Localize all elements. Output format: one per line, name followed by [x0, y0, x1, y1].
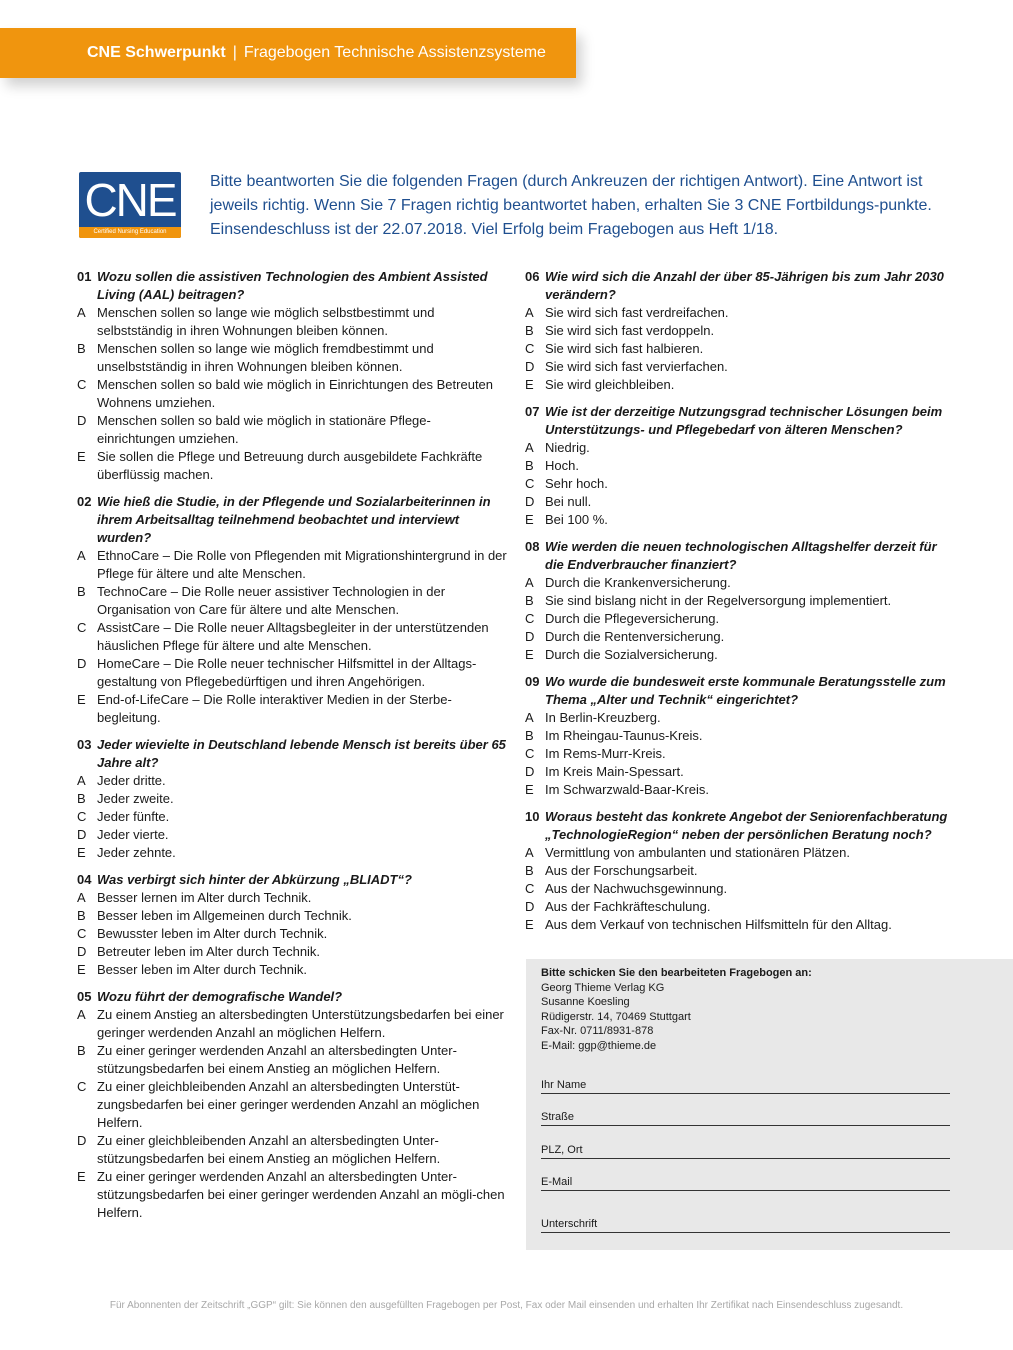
option-text: Im Rems-Murr-Kreis.	[545, 746, 666, 761]
questions-right-column	[525, 268, 955, 943]
question-06	[525, 268, 955, 394]
option-text: Durch die Sozialversicherung.	[545, 647, 718, 662]
answer-option[interactable]	[525, 358, 955, 376]
answer-option[interactable]	[525, 439, 955, 457]
send-box	[526, 959, 1013, 1250]
option-letter: C	[525, 476, 535, 491]
option-letter: B	[77, 908, 86, 923]
option-text: HomeCare – Die Rolle neuer technischer Hilfsmittel in der Alltags-gestaltung von Pflegebedürftigen und ihren Angehörigen.	[97, 656, 477, 689]
answer-option[interactable]	[525, 457, 955, 475]
option-letter: D	[77, 1133, 87, 1148]
answer-option[interactable]	[77, 340, 507, 376]
option-text: Vermittlung von ambulanten und stationären Plätzen.	[545, 845, 850, 860]
option-text: Aus der Nachwuchsgewinnung.	[545, 881, 728, 896]
answer-option[interactable]	[77, 619, 507, 655]
question-02	[77, 493, 507, 727]
question-01	[77, 268, 507, 484]
option-text: Jeder vierte.	[97, 827, 169, 842]
option-text: TechnoCare – Die Rolle neuer assistiver Technologien in der Organisation von Care für ältere und alte Menschen.	[97, 584, 446, 617]
answer-option[interactable]	[525, 916, 955, 934]
answer-option[interactable]	[525, 727, 955, 745]
answer-option[interactable]	[525, 781, 955, 799]
question-number: 07	[525, 404, 540, 419]
answer-option[interactable]	[77, 826, 507, 844]
option-letter: B	[525, 728, 534, 743]
question-heading	[525, 808, 955, 844]
option-letter: A	[77, 773, 86, 788]
option-letter: C	[525, 611, 535, 626]
option-letter: D	[77, 656, 87, 671]
question-number: 04	[77, 872, 92, 887]
answer-option[interactable]	[77, 907, 507, 925]
option-letter: B	[525, 323, 534, 338]
option-letter: E	[525, 377, 534, 392]
cne-logo	[79, 172, 181, 238]
answer-option[interactable]	[77, 1006, 507, 1042]
option-letter: C	[77, 620, 87, 635]
option-text: Besser lernen im Alter durch Technik.	[97, 890, 312, 905]
option-letter: B	[77, 791, 86, 806]
option-text: Zu einer geringer werdenden Anzahl an altersbedingten Unter-stützungsbedarfen bei einer geringer werdenden Anzahl an mögli-chen Helfern.	[97, 1169, 505, 1220]
option-letter: C	[525, 341, 535, 356]
send-address-line: Susanne Koesling	[541, 996, 630, 1008]
option-text: Zu einer geringer werdenden Anzahl an altersbedingten Unter-stützungsbedarfen bei einem Anstieg an möglichen Helfern.	[97, 1043, 457, 1076]
answer-option[interactable]	[77, 844, 507, 862]
answer-option[interactable]	[77, 547, 507, 583]
option-text: Niedrig.	[545, 440, 590, 455]
answer-option[interactable]	[77, 943, 507, 961]
option-letter: E	[77, 1169, 86, 1184]
option-text: Zu einer gleichbleibenden Anzahl an altersbedingten Unterstüt-zungsbedarfen bei einer geringer werdenden Anzahl an möglichen Helfern.	[97, 1079, 480, 1130]
option-letter: D	[525, 494, 535, 509]
question-08	[525, 538, 955, 664]
answer-option[interactable]	[525, 745, 955, 763]
question-text: Jeder wievielte in Deutschland lebende Mensch ist bereits über 65 Jahre alt?	[97, 737, 506, 770]
option-text: Im Rheingau-Taunus-Kreis.	[545, 728, 703, 743]
option-letter: C	[525, 881, 535, 896]
option-text: Im Kreis Main-Spessart.	[545, 764, 684, 779]
question-heading	[77, 268, 507, 304]
intro-text: Bitte beantworten Sie die folgenden Fragen (durch Ankreuzen der richtigen Antwort). Eine Antwort ist jeweils richtig. Wenn Sie 7 Fragen richtig beantwortet haben, erhalten Sie 3 CNE Fortbildungs-punkte. Einsendeschluss ist der 22.07.2018. Viel Erfolg beim Fragebogen aus Heft 1/18.	[210, 173, 932, 238]
question-text: Wie hieß die Studie, in der Pflegende und Sozialarbeiterinnen in ihrem Arbeitsalltag teilnehmend beobachtet und interviewt wurden?	[97, 494, 491, 545]
question-09	[525, 673, 955, 799]
option-text: Besser leben im Alter durch Technik.	[97, 962, 308, 977]
question-text: Wo wurde die bundesweit erste kommunale Beratungsstelle zum Thema „Alter und Technik“ eingerichtet?	[545, 674, 946, 707]
answer-option[interactable]	[525, 763, 955, 781]
question-text: Wie werden die neuen technologischen Alltagshelfer derzeit für die Endverbraucher finanziert?	[545, 539, 937, 572]
street-field[interactable]: Straße	[541, 1110, 950, 1126]
option-letter: A	[525, 575, 534, 590]
option-text: Menschen sollen so bald wie möglich in Einrichtungen des Betreuten Wohnens umziehen.	[97, 377, 494, 410]
option-text: Aus dem Verkauf von technischen Hilfsmitteln für den Alltag.	[545, 917, 892, 932]
answer-option[interactable]	[77, 655, 507, 691]
option-letter: D	[77, 413, 87, 428]
option-text: Sie sind bislang nicht in der Regelversorgung implementiert.	[545, 593, 892, 608]
name-field[interactable]: Ihr Name	[541, 1078, 950, 1094]
question-number: 10	[525, 809, 540, 824]
question-text: Wozu sollen die assistiven Technologien des Ambient Assisted Living (AAL) beitragen?	[97, 269, 488, 302]
answer-option[interactable]	[525, 646, 955, 664]
answer-option[interactable]	[525, 322, 955, 340]
option-text: End-of-LifeCare – Die Rolle interaktiver Medien in der Sterbe-begleitung.	[97, 692, 452, 725]
option-text: Sie sollen die Pflege und Betreuung durch ausgebildete Fachkräfte überflüssig machen.	[97, 449, 483, 482]
option-text: In Berlin-Kreuzberg.	[545, 710, 661, 725]
answer-option[interactable]	[525, 376, 955, 394]
send-address-line: Fax-Nr. 0711/8931-878	[541, 1025, 654, 1037]
question-05	[77, 988, 507, 1222]
option-text: Jeder dritte.	[97, 773, 166, 788]
question-heading	[77, 736, 507, 772]
option-text: Zu einem Anstieg an altersbedingten Unterstützungsbedarfen bei einer geringer werdenden Anzahl an möglichen Helfern.	[97, 1007, 504, 1040]
question-text: Wozu führt der demografische Wandel?	[97, 989, 343, 1004]
option-letter: E	[77, 449, 86, 464]
answer-option[interactable]	[525, 340, 955, 358]
answer-option[interactable]	[77, 1168, 507, 1222]
answer-option[interactable]	[525, 610, 955, 628]
option-text: Menschen sollen so lange wie möglich fremdbestimmt und unselbstständig in ihren Wohnungen bleiben können.	[97, 341, 434, 374]
header-title: Fragebogen Technische Assistenzsysteme	[243, 44, 546, 61]
cne-logo-letters: CNE	[84, 174, 176, 226]
option-text: Sie wird sich fast vervierfachen.	[545, 359, 728, 374]
questions-left-column	[77, 268, 507, 1231]
option-letter: A	[77, 890, 86, 905]
answer-option[interactable]	[77, 448, 507, 484]
option-text: Bei 100 %.	[545, 512, 608, 527]
option-text: AssistCare – Die Rolle neuer Alltagsbegleiter in der unterstützenden häuslichen Pflege für ältere und alte Menschen.	[97, 620, 489, 653]
option-letter: E	[525, 782, 534, 797]
signature-field[interactable]: Unterschrift	[541, 1217, 950, 1233]
answer-option[interactable]	[525, 304, 955, 322]
option-text: Bei null.	[545, 494, 592, 509]
option-letter: D	[525, 629, 535, 644]
option-text: Jeder zehnte.	[97, 845, 176, 860]
zip-city-field[interactable]: PLZ, Ort	[541, 1143, 950, 1159]
answer-option[interactable]	[525, 709, 955, 727]
option-text: Aus der Forschungsarbeit.	[545, 863, 698, 878]
option-text: Sie wird sich fast verdoppeln.	[545, 323, 715, 338]
question-text: Woraus besteht das konkrete Angebot der Seniorenfachberatung „TechnologieRegion“ neben der persönlichen Beratung noch?	[545, 809, 948, 842]
option-letter: C	[77, 926, 87, 941]
header-bar	[0, 28, 576, 78]
option-text: Besser leben im Allgemeinen durch Technik.	[97, 908, 352, 923]
header-separator: |	[232, 44, 237, 61]
option-text: Durch die Pflegeversicherung.	[545, 611, 720, 626]
option-letter: D	[525, 899, 535, 914]
answer-option[interactable]	[525, 844, 955, 862]
answer-option[interactable]	[525, 493, 955, 511]
question-heading	[525, 538, 955, 574]
question-heading	[77, 493, 507, 547]
option-letter: D	[77, 944, 87, 959]
option-letter: A	[525, 845, 534, 860]
send-address-line: Georg Thieme Verlag KG	[541, 981, 665, 994]
question-number: 02	[77, 494, 92, 509]
send-address-line: E-Mail: ggp@thieme.de	[541, 1039, 657, 1052]
option-letter: A	[77, 305, 86, 320]
question-text: Wie wird sich die Anzahl der über 85-Jährigen bis zum Jahr 2030 verändern?	[545, 269, 944, 302]
option-letter: A	[525, 305, 534, 320]
answer-option[interactable]	[525, 511, 955, 529]
option-text: Sie wird gleichbleiben.	[545, 377, 675, 392]
send-title: Bitte schicken Sie den bearbeiteten Fragebogen an:	[541, 967, 812, 979]
option-text: Durch die Krankenversicherung.	[545, 575, 731, 590]
question-number: 03	[77, 737, 92, 752]
question-text: Wie ist der derzeitige Nutzungsgrad technischer Lösungen beim Unterstützungs- und Pflegebedarf von älteren Menschen?	[545, 404, 943, 437]
option-letter: D	[77, 827, 87, 842]
option-letter: E	[525, 647, 534, 662]
option-letter: C	[77, 377, 87, 392]
question-heading	[525, 268, 955, 304]
option-text: Sehr hoch.	[545, 476, 608, 491]
cne-logo-tagline: Certified Nursing Education	[79, 227, 181, 238]
send-address-line: Rüdigerstr. 14, 70469 Stuttgart	[541, 1010, 691, 1023]
footer-note: Für Abonnenten der Zeitschrift „GGP“ gilt: Sie können den ausgefüllten Fragebogen per Post, Fax oder Mail einsenden und erhalten Ihr Zertifikat nach Einsendeschluss zugesandt.	[109, 1300, 904, 1311]
answer-option[interactable]	[525, 574, 955, 592]
option-letter: B	[525, 593, 534, 608]
question-number: 09	[525, 674, 540, 689]
question-heading	[77, 871, 507, 889]
option-letter: A	[525, 440, 534, 455]
question-text: Was verbirgt sich hinter der Abkürzung „BLIADT“?	[97, 872, 412, 887]
option-text: Zu einer gleichbleibenden Anzahl an altersbedingten Unter-stützungsbedarfen bei einem Anstieg an möglichen Helfern.	[97, 1133, 441, 1166]
option-letter: E	[77, 845, 86, 860]
answer-option[interactable]	[77, 691, 507, 727]
email-field[interactable]: E-Mail	[541, 1175, 950, 1191]
option-text: Betreuter leben im Alter durch Technik.	[97, 944, 321, 959]
option-text: Sie wird sich fast verdreifachen.	[545, 305, 729, 320]
option-letter: C	[77, 1079, 87, 1094]
question-heading	[525, 673, 955, 709]
question-number: 01	[77, 269, 92, 284]
answer-option[interactable]	[77, 889, 507, 907]
answer-option[interactable]	[77, 790, 507, 808]
question-03	[77, 736, 507, 862]
option-text: Jeder zweite.	[97, 791, 174, 806]
option-letter: E	[525, 917, 534, 932]
option-letter: E	[77, 962, 86, 977]
answer-option[interactable]	[77, 412, 507, 448]
answer-option[interactable]	[77, 304, 507, 340]
option-letter: D	[525, 764, 535, 779]
option-letter: A	[525, 710, 534, 725]
question-04	[77, 871, 507, 979]
option-text: Menschen sollen so bald wie möglich in stationäre Pflege-einrichtungen umziehen.	[97, 413, 431, 446]
answer-option[interactable]	[77, 376, 507, 412]
option-text: Sie wird sich fast halbieren.	[545, 341, 704, 356]
option-text: Hoch.	[545, 458, 579, 473]
option-letter: B	[77, 341, 86, 356]
answer-option[interactable]	[77, 772, 507, 790]
answer-option[interactable]	[77, 1078, 507, 1132]
option-text: Jeder fünfte.	[97, 809, 170, 824]
answer-option[interactable]	[77, 808, 507, 826]
answer-option[interactable]	[525, 628, 955, 646]
question-07	[525, 403, 955, 529]
option-letter: A	[77, 548, 86, 563]
answer-option[interactable]	[525, 880, 955, 898]
answer-option[interactable]	[525, 592, 955, 610]
option-letter: B	[525, 863, 534, 878]
option-letter: D	[525, 359, 535, 374]
option-letter: A	[77, 1007, 86, 1022]
option-text: Im Schwarzwald-Baar-Kreis.	[545, 782, 709, 797]
question-heading	[77, 988, 507, 1006]
option-text: Durch die Rentenversicherung.	[545, 629, 725, 644]
option-letter: E	[525, 512, 534, 527]
answer-option[interactable]	[525, 475, 955, 493]
option-letter: C	[525, 746, 535, 761]
answer-option[interactable]	[77, 1042, 507, 1078]
option-text: Aus der Fachkräfteschulung.	[545, 899, 711, 914]
option-letter: E	[77, 692, 86, 707]
answer-option[interactable]	[77, 583, 507, 619]
question-number: 05	[77, 989, 92, 1004]
question-number: 06	[525, 269, 540, 284]
option-text: Menschen sollen so lange wie möglich selbstbestimmt und selbstständig in ihren Wohnungen bleiben können.	[97, 305, 435, 338]
option-text: EthnoCare – Die Rolle von Pflegenden mit Migrationshintergrund in der Pflege für ältere und alte Menschen.	[97, 548, 507, 581]
option-letter: B	[525, 458, 534, 473]
answer-option[interactable]	[77, 925, 507, 943]
question-heading	[525, 403, 955, 439]
option-letter: B	[77, 584, 86, 599]
answer-option[interactable]	[77, 1132, 507, 1168]
question-10	[525, 808, 955, 934]
answer-option[interactable]	[525, 862, 955, 880]
option-text: Bewusster leben im Alter durch Technik.	[97, 926, 328, 941]
header-brand: CNE Schwerpunkt	[87, 44, 226, 61]
answer-option[interactable]	[77, 961, 507, 979]
question-number: 08	[525, 539, 540, 554]
option-letter: B	[77, 1043, 86, 1058]
option-letter: C	[77, 809, 87, 824]
answer-option[interactable]	[525, 898, 955, 916]
